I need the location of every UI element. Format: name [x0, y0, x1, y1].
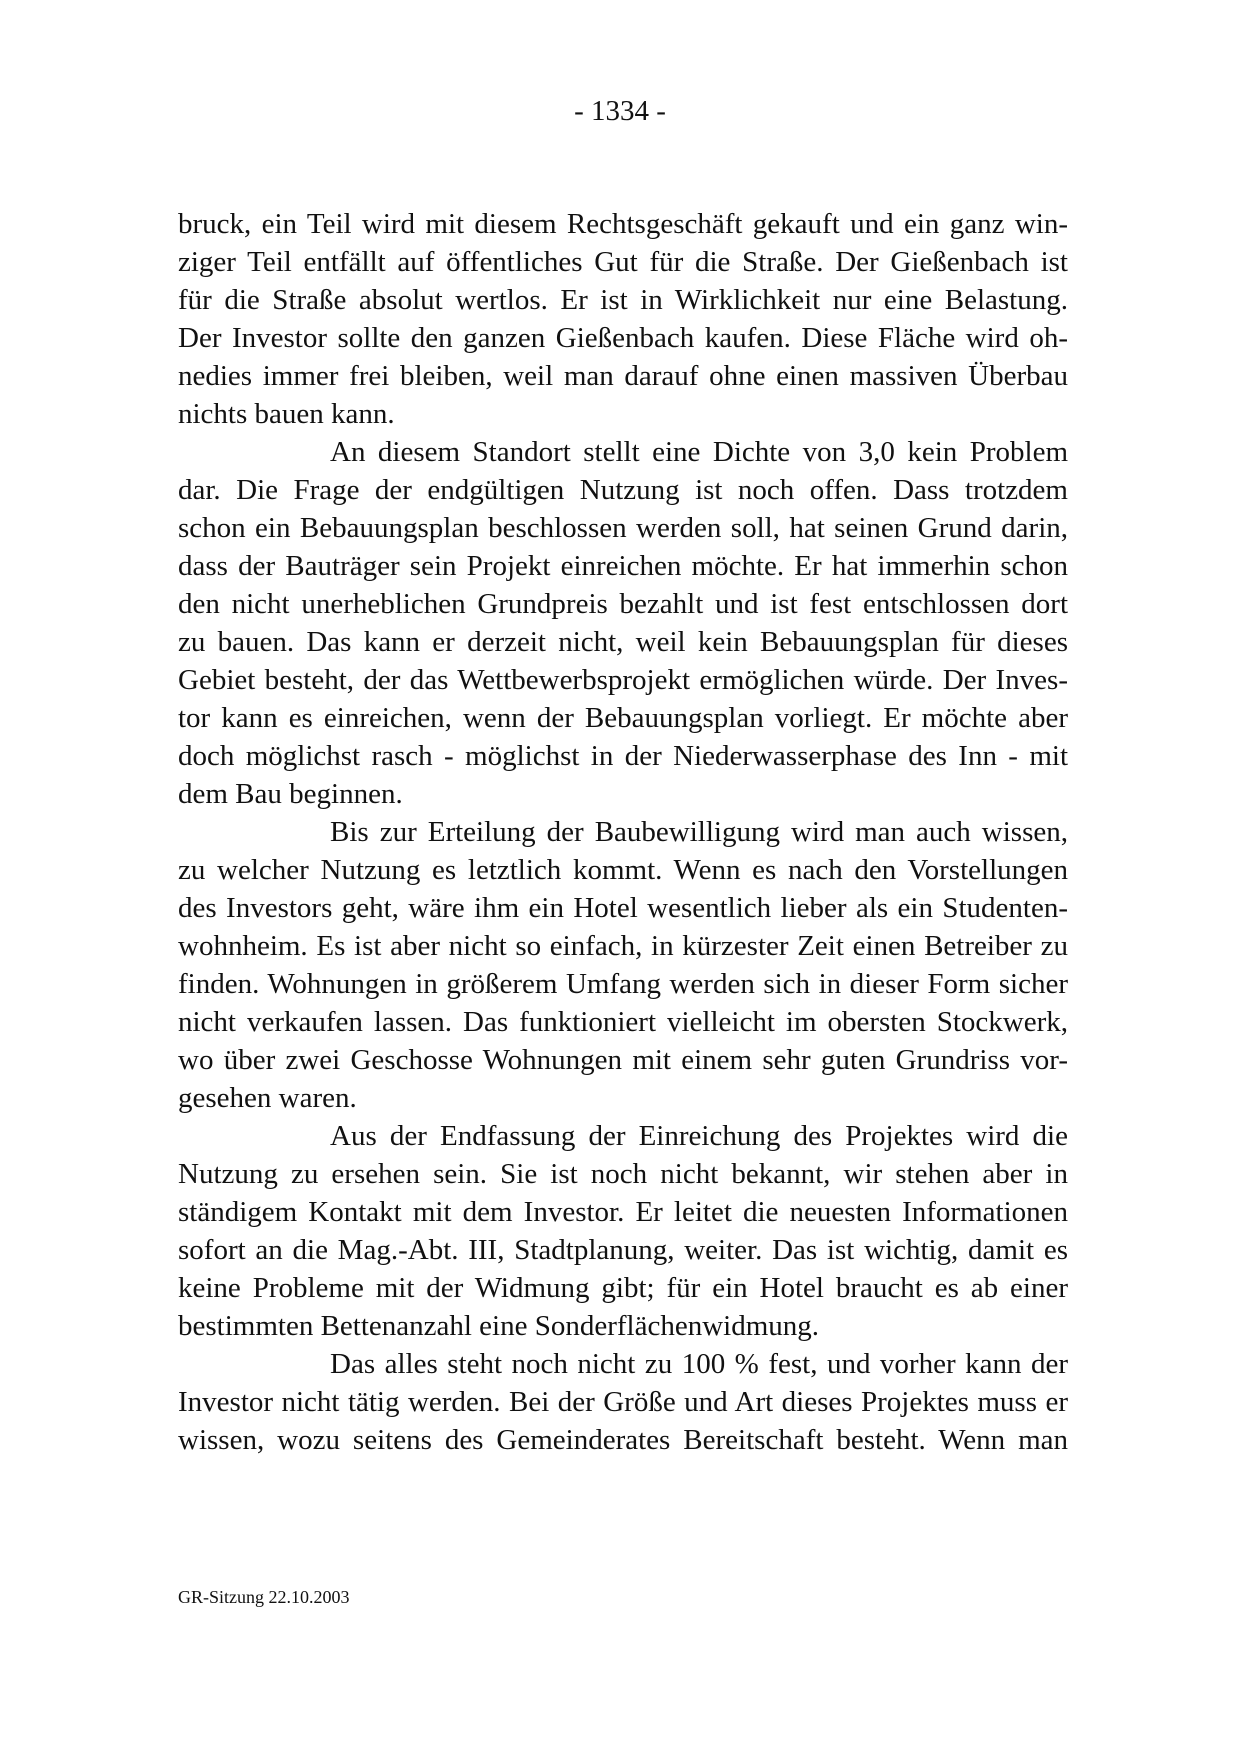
paragraph [178, 1117, 1068, 1345]
page-number: - 1334 - [574, 95, 666, 127]
text-line: ziger Teil entfällt auf öffentliches Gut für die Straße. Der Gießenbach ist [178, 246, 1068, 278]
text-line: Der Investor sollte den ganzen Gießenbach kaufen. Diese Fläche wird oh- [178, 322, 1068, 354]
paragraph [178, 205, 1068, 433]
text-line: wohnheim. Es ist aber nicht so einfach, in kürzester Zeit einen Betreiber zu [178, 930, 1068, 962]
text-line: tor kann es einreichen, wenn der Bebauungsplan vorliegt. Er möchte aber [178, 702, 1068, 734]
text-line: gesehen waren. [178, 1082, 357, 1114]
text-line: nichts bauen kann. [178, 398, 395, 430]
text-line: finden. Wohnungen in größerem Umfang werden sich in dieser Form sicher [178, 968, 1068, 1000]
text-line: Aus der Endfassung der Einreichung des Projektes wird die [330, 1120, 1068, 1152]
text-line: den nicht unerheblichen Grundpreis bezahlt und ist fest entschlossen dort [178, 588, 1068, 620]
text-line: An diesem Standort stellt eine Dichte von 3,0 kein Problem [330, 436, 1068, 468]
text-line: des Investors geht, wäre ihm ein Hotel wesentlich lieber als ein Studenten- [178, 892, 1068, 924]
text-line: zu welcher Nutzung es letztlich kommt. Wenn es nach den Vorstellungen [178, 854, 1068, 886]
text-line: für die Straße absolut wertlos. Er ist in Wirklichkeit nur eine Belastung. [178, 284, 1068, 316]
text-line: doch möglichst rasch - möglichst in der Niederwasserphase des Inn - mit [178, 740, 1068, 772]
paragraph [178, 433, 1068, 813]
text-line: wissen, wozu seitens des Gemeinderates Bereitschaft besteht. Wenn man [178, 1424, 1068, 1456]
text-line: dar. Die Frage der endgültigen Nutzung ist noch offen. Dass trotzdem [178, 474, 1068, 506]
text-line: dass der Bauträger sein Projekt einreichen möchte. Er hat immerhin schon [178, 550, 1068, 582]
text-line: dem Bau beginnen. [178, 778, 403, 810]
text-line: Investor nicht tätig werden. Bei der Größe und Art dieses Projektes muss er [178, 1386, 1068, 1418]
text-line: keine Probleme mit der Widmung gibt; für ein Hotel braucht es ab einer [178, 1272, 1068, 1304]
text-line: ständigem Kontakt mit dem Investor. Er leitet die neuesten Informationen [178, 1196, 1068, 1228]
text-line: nedies immer frei bleiben, weil man darauf ohne einen massiven Überbau [178, 360, 1068, 392]
text-line: bruck, ein Teil wird mit diesem Rechtsgeschäft gekauft und ein ganz win- [178, 208, 1068, 240]
paragraph [178, 1345, 1068, 1459]
text-line: schon ein Bebauungsplan beschlossen werden soll, hat seinen Grund darin, [178, 512, 1068, 544]
text-line: sofort an die Mag.-Abt. III, Stadtplanung, weiter. Das ist wichtig, damit es [178, 1234, 1068, 1266]
text-line: bestimmten Bettenanzahl eine Sonderflächenwidmung. [178, 1310, 820, 1342]
paragraph [178, 813, 1068, 1117]
footer-session-date: GR-Sitzung 22.10.2003 [178, 1587, 350, 1607]
text-line: nicht verkaufen lassen. Das funktioniert vielleicht im obersten Stockwerk, [178, 1006, 1068, 1038]
text-line: wo über zwei Geschosse Wohnungen mit einem sehr guten Grundriss vor- [178, 1044, 1068, 1076]
text-line: zu bauen. Das kann er derzeit nicht, weil kein Bebauungsplan für dieses [178, 626, 1068, 658]
text-line: Bis zur Erteilung der Baubewilligung wird man auch wissen, [330, 816, 1068, 848]
text-line: Gebiet besteht, der das Wettbewerbsprojekt ermöglichen würde. Der Inves- [178, 664, 1068, 696]
text-line: Nutzung zu ersehen sein. Sie ist noch nicht bekannt, wir stehen aber in [178, 1158, 1068, 1190]
document-body [178, 205, 1068, 1459]
text-line: Das alles steht noch nicht zu 100 % fest, und vorher kann der [330, 1348, 1068, 1380]
